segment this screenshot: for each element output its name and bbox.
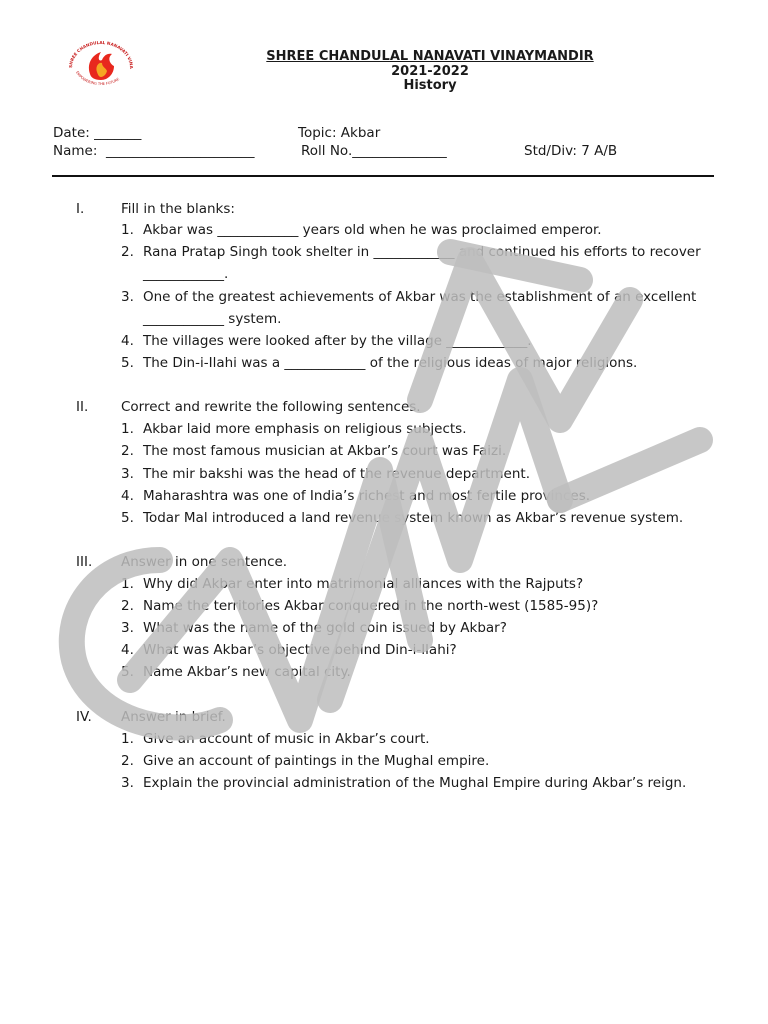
roll-field: Roll No.______________: [301, 143, 447, 159]
question-item: 3. Explain the provincial administration of the Mughal Empire during Akbar’s reign.: [121, 775, 687, 791]
section-title: Correct and rewrite the following sentences.: [121, 399, 421, 415]
section-title: Answer in brief.: [121, 709, 226, 725]
question-item: 3. The mir bakshi was the head of the revenue department.: [121, 466, 530, 482]
question-item: 5. Todar Mal introduced a land revenue system known as Akbar’s revenue system.: [121, 510, 684, 526]
question-item: 4. Maharashtra was one of India’s richest and most fertile provinces.: [121, 488, 591, 504]
subject-title: History: [403, 78, 457, 93]
question-item: 5. Name Akbar’s new capital city.: [121, 664, 351, 680]
logo-text-bottom: EMPOWERING THE FUTURE: [75, 70, 121, 87]
question-item: 3. What was the name of the gold coin issued by Akbar?: [121, 620, 507, 636]
section-title: Answer in one sentence.: [121, 554, 288, 570]
section-number: II.: [76, 399, 89, 415]
section-number: I.: [76, 201, 85, 217]
section-title: Fill in the blanks:: [121, 201, 235, 217]
question-item: 1. Akbar laid more emphasis on religious subjects.: [121, 421, 467, 437]
question-item: 1. Akbar was ____________ years old when he was proclaimed emperor.: [121, 222, 602, 238]
academic-year: 2021-2022: [391, 64, 469, 79]
section-number: III.: [76, 554, 93, 570]
question-item: 1. Why did Akbar enter into matrimonial alliances with the Rajputs?: [121, 576, 584, 592]
question-item: 3. One of the greatest achievements of Akbar was the establishment of an excellent ____________ system.: [121, 289, 697, 328]
question-item: 2. Name the territories Akbar conquered in the north-west (1585-95)?: [121, 598, 599, 614]
question-item: 4. What was Akbar’s objective behind Din-i-Ilahi?: [121, 642, 457, 658]
question-item: 1. Give an account of music in Akbar’s court.: [121, 731, 430, 747]
question-item: 2. Give an account of paintings in the Mughal empire.: [121, 753, 490, 769]
question-item: 4. The villages were looked after by the village ____________.: [121, 333, 532, 349]
name-field: Name: ______________________: [53, 143, 255, 159]
question-item: 5. The Din-i-Ilahi was a ____________ of the religious ideas of major religions.: [121, 355, 638, 371]
logo-text-top: SHREE CHANDULAL NANAVATI VINA: [67, 40, 135, 69]
question-item: 2. The most famous musician at Akbar’s court was Faizi.: [121, 443, 507, 459]
school-name: SHREE CHANDULAL NANAVATI VINAYMANDIR: [266, 49, 594, 64]
date-field: Date: _______: [53, 125, 142, 141]
std-field: Std/Div: 7 A/B: [524, 143, 618, 159]
section-number: IV.: [76, 709, 92, 725]
question-item: 2. Rana Pratap Singh took shelter in ____________ and continued his efforts to recover ____________.: [121, 244, 701, 283]
topic-field: Topic: Akbar: [298, 125, 381, 141]
header-divider: [52, 175, 714, 177]
